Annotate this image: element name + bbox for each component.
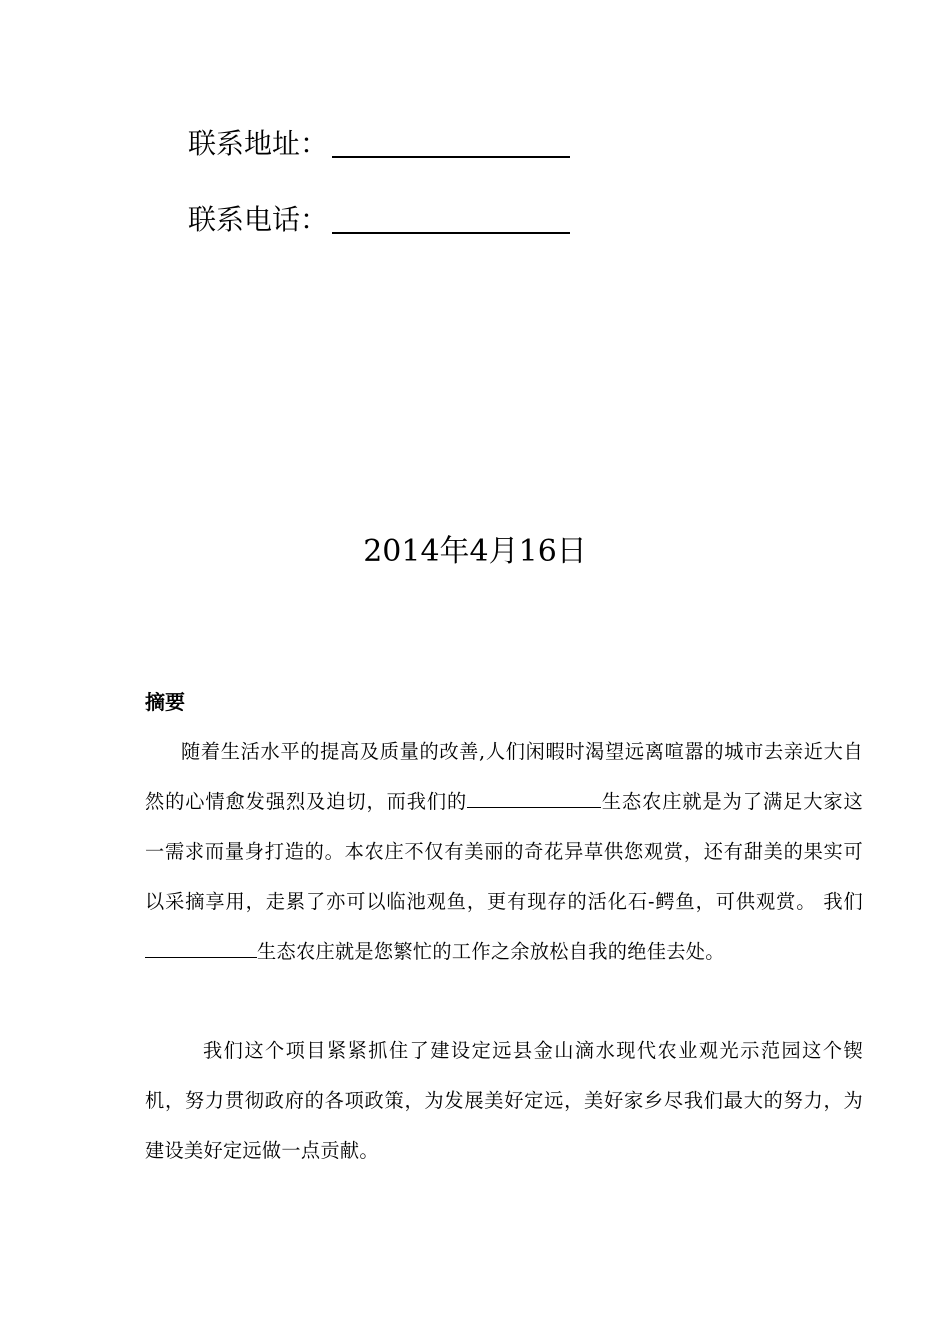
contact-address-blank: [332, 126, 570, 158]
contact-address-row: [188, 124, 570, 164]
abstract-heading: 摘要: [145, 690, 185, 714]
abstract-p1-part3: 生态农庄就是您繁忙的工作之余放松自我的绝佳去处。: [257, 940, 725, 963]
abstract-p1-part1: 随着生活水平的提高及质量的改善,人们闲暇时渴望远离喧嚣的城市去亲近大自然的心情愈发强烈及迫切，而我们的: [145, 740, 863, 813]
document-date: 2014年4月16日: [363, 534, 587, 569]
contact-phone-blank: [332, 202, 570, 234]
abstract-paragraph-2: 我们这个项目紧紧抓住了建设定远县金山滴水现代农业观光示范园这个锲机，努力贯彻政府的各项政策，为发展美好定远，美好家乡尽我们最大的努力，为建设美好定远做一点贡献。: [145, 1039, 863, 1162]
farm-name-blank-1: [467, 787, 601, 808]
farm-name-blank-2: [145, 937, 257, 958]
contact-phone-label: 联系电话：: [188, 203, 329, 236]
contact-address-label: 联系地址：: [188, 127, 329, 160]
abstract-paragraph-1: [145, 727, 863, 977]
abstract-p1-part2: 生态农庄就是为了满足大家这一需求而量身打造的。本农庄不仅有美丽的奇花异草供您观赏，还有甜美的果实可以采摘享用，走累了亦可以临池观鱼，更有现存的活化石-鳄鱼，可供观赏。 我们: [145, 790, 863, 913]
contact-phone-row: [188, 200, 570, 240]
